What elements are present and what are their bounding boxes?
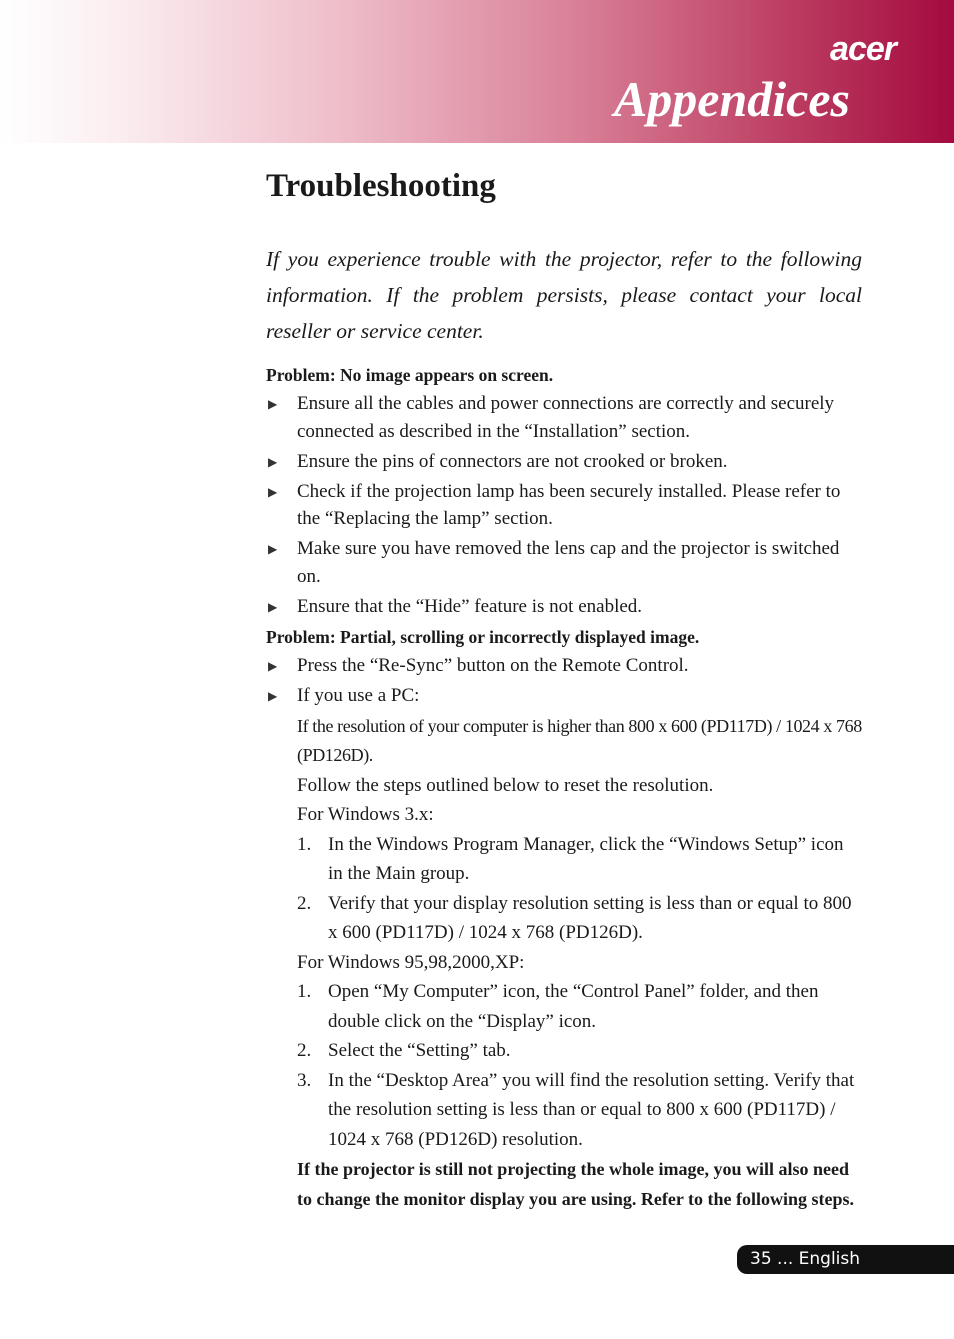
problem-title-partial-image: Problem: Partial, scrolling or incorrectly displayed image. [266, 626, 700, 647]
windows95-step: 2. Select the “Setting” tab. [297, 1040, 511, 1061]
list-item: ▶ Ensure the pins of connectors are not crooked or broken. [266, 448, 862, 476]
windows3-label: For Windows 3.x: [297, 804, 434, 825]
windows3-step: 1. In the Windows Program Manager, click the “Windows Setup” icon in the Main group. [297, 833, 844, 884]
bullet-arrow-icon: ▶ [268, 454, 278, 469]
bullet-arrow-icon: ▶ [268, 484, 278, 499]
follow-steps-text: Follow the steps outlined below to reset the resolution. [297, 774, 714, 796]
windows95-step: 3. In the “Desktop Area” you will find the resolution setting. Verify that the resolution setting is less than or equal to 800 x 600 (PD117D) / 1024 x 768 (PD126D) resolution. [297, 1069, 855, 1150]
bullet-arrow-icon: ▶ [268, 599, 278, 614]
main-content [266, 168, 862, 1214]
list-item: ▶ If you use a PC: [266, 682, 862, 710]
section-title: Appendices [613, 71, 850, 127]
list-item: ▶ Check if the projection lamp has been securely installed. Please refer to the “Replacing the lamp” section. [268, 480, 841, 529]
pc-instructions [266, 712, 862, 1215]
windows95-label: For Windows 95,98,2000,XP: [297, 951, 525, 973]
list-item: ▶ Ensure that the “Hide” feature is not enabled. [266, 593, 862, 621]
list-item: ▶ Ensure all the cables and power connections are correctly and securely connected as described in the “Installation” section. [268, 393, 835, 442]
windows3-step: 2. Verify that your display resolution setting is less than or equal to 800 x 600 (PD117D) / 1024 x 768 (PD126D). [297, 892, 852, 943]
list-item: ▶ Press the “Re-Sync” button on the Remote Control. [266, 652, 862, 680]
pc-resolution-note: If the resolution of your computer is higher than 800 x 600 (PD117D) / 1024 x 768 (PD126D). [297, 715, 862, 765]
acer-logo: acer [830, 30, 896, 68]
intro-paragraph: If you experience trouble with the projector, refer to the following information. If the problem persists, please contact your local reseller or service center. [266, 247, 862, 343]
problem1-list [266, 390, 862, 620]
list-item: ▶ Make sure you have removed the lens cap and the projector is switched on. [268, 538, 840, 587]
page-number: 35 ... English [750, 1249, 861, 1269]
monitor-note: If the projector is still not projecting the whole image, you will also need to change the monitor display you are using. Refer to the following steps. [297, 1159, 855, 1209]
bullet-arrow-icon: ▶ [268, 688, 278, 703]
problem-title-no-image: Problem: No image appears on screen. [266, 365, 554, 385]
bullet-arrow-icon: ▶ [268, 658, 278, 673]
page-heading: Troubleshooting [266, 168, 496, 204]
bullet-arrow-icon: ▶ [268, 542, 278, 556]
bullet-arrow-icon: ▶ [268, 397, 278, 411]
windows95-step: 1. Open “My Computer” icon, the “Control Panel” folder, and then double click on the “Display” icon. [297, 981, 819, 1032]
problem2-list [266, 652, 862, 710]
